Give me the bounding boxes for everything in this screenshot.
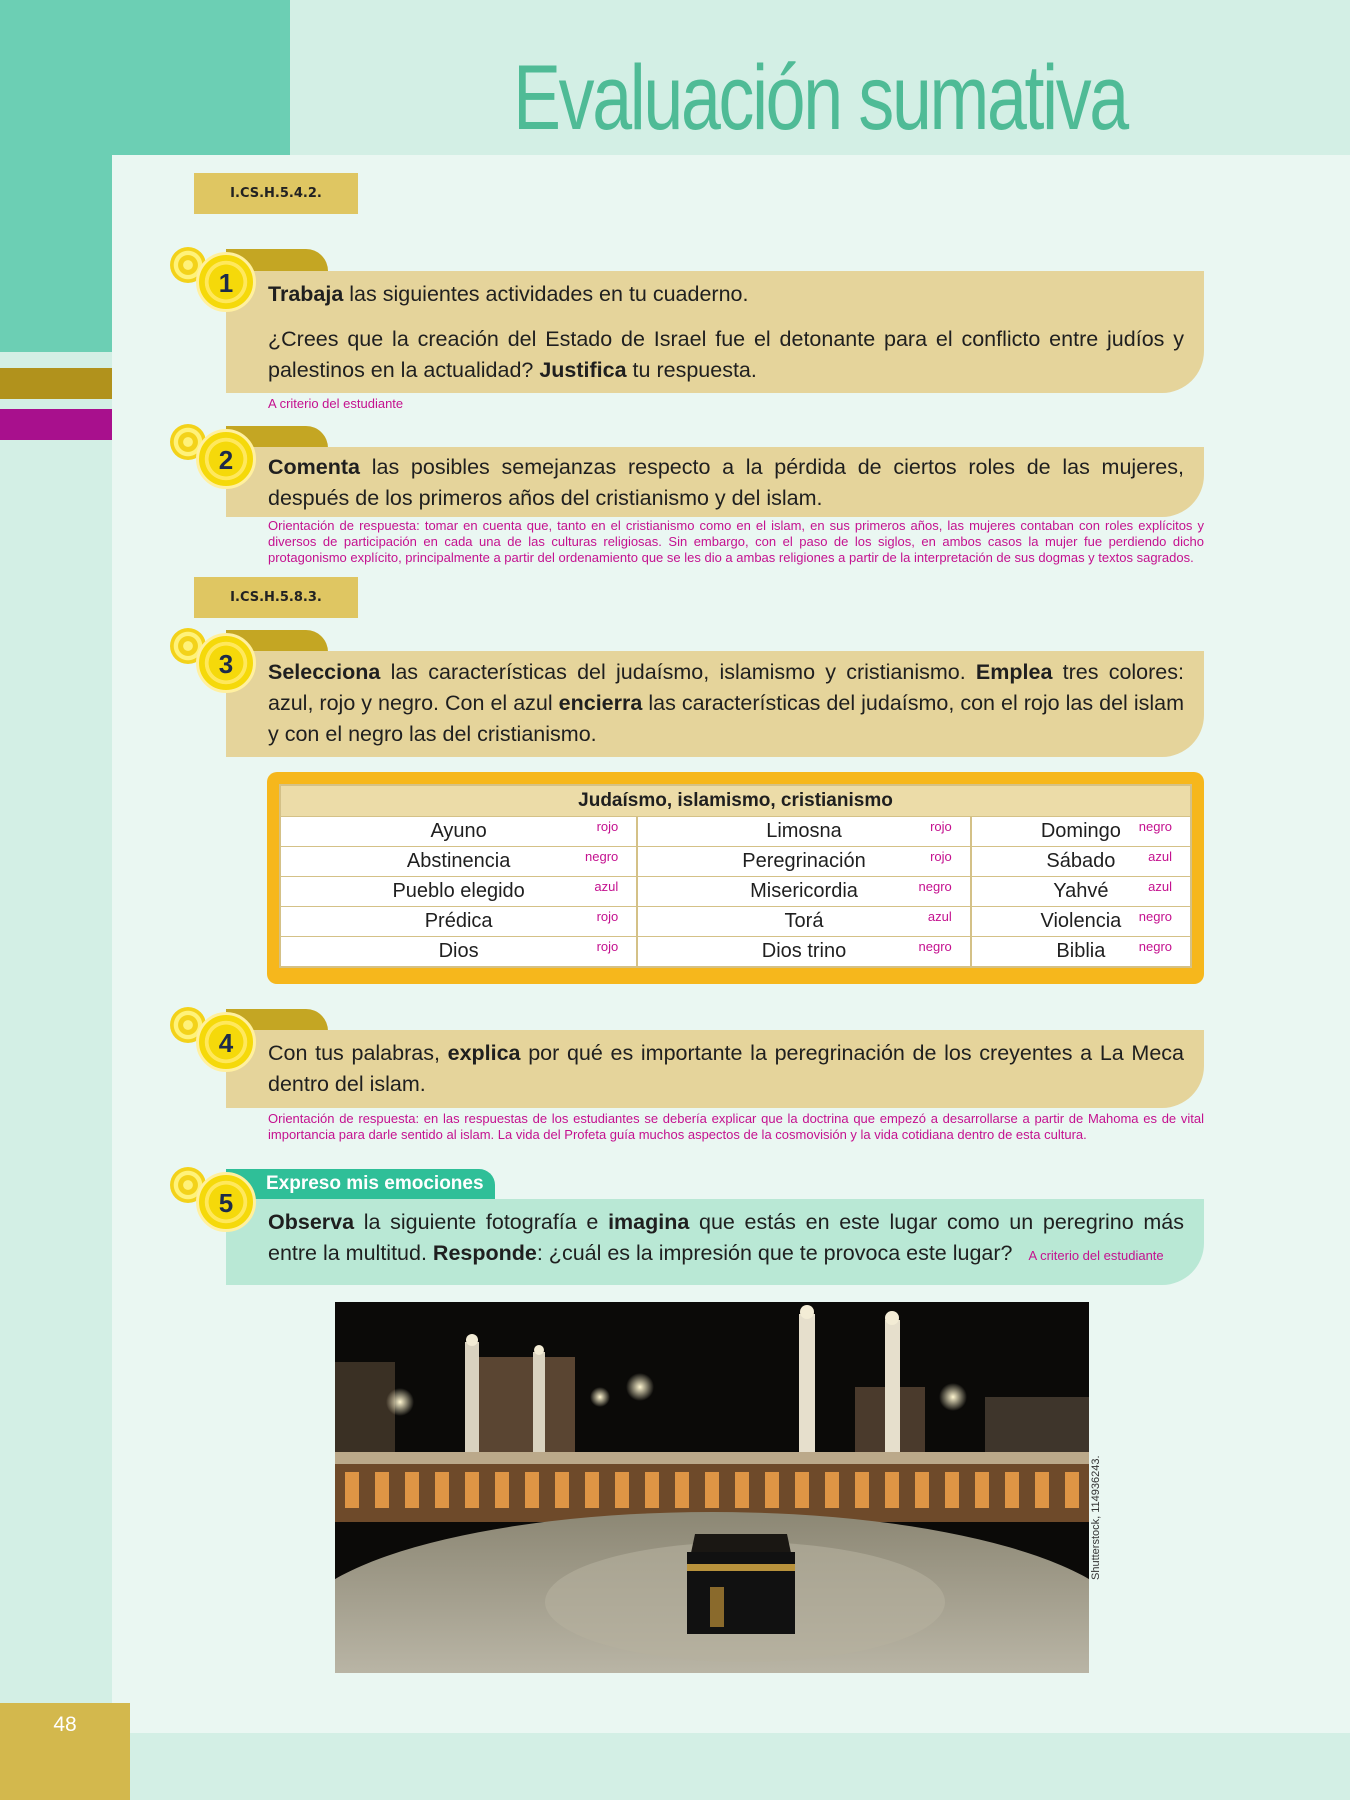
characteristic-word: Violencia (1040, 910, 1122, 932)
answer-color: negro (918, 879, 952, 894)
page-number: 48 (53, 1713, 77, 1736)
question-5-number: 5 (196, 1172, 256, 1232)
characteristic-word: Misericordia (750, 880, 858, 902)
question-1-box (226, 271, 1204, 393)
characteristic-word: Dios trino (761, 940, 847, 962)
indicator-code-1: I.CS.H.5.4.2. (194, 173, 358, 214)
answer-color: azul (594, 879, 619, 894)
question-2-number: 2 (196, 429, 256, 489)
table-row (280, 907, 1191, 937)
mecca-kaaba-illustration (335, 1302, 1089, 1673)
answer-color: negro (918, 939, 952, 954)
question-4-number: 4 (196, 1012, 256, 1072)
answer-color: negro (1138, 819, 1172, 834)
table-cell (637, 847, 971, 877)
table-cell (971, 847, 1191, 877)
answer-color: negro (1138, 909, 1172, 924)
question-1-line2: ¿Crees que la creación del Estado de Israel fue el detonante para el conflicto entre judíos y palestinos en la actualidad? Justifica tu respuesta. (268, 327, 1184, 382)
answer-color: rojo (596, 819, 619, 834)
question-4-text: Con tus palabras, explica por qué es importante la peregrinación de los creyentes a La Meca dentro del islam. (268, 1041, 1184, 1096)
table-cell (971, 937, 1191, 968)
characteristic-word: Biblia (1056, 940, 1106, 962)
table-cell (637, 937, 971, 968)
characteristic-word: Yahvé (1053, 880, 1109, 902)
characteristic-word: Domingo (1040, 820, 1121, 842)
question-4-box (226, 1030, 1204, 1108)
table-cell (971, 817, 1191, 847)
table-row (280, 817, 1191, 847)
question-3-box (226, 651, 1204, 757)
question-3-number: 3 (196, 633, 256, 693)
characteristic-word: Torá (784, 910, 824, 932)
table-cell (280, 847, 637, 877)
table-cell (637, 907, 971, 937)
characteristic-word: Pueblo elegido (392, 880, 525, 902)
mecca-kaaba-photo (335, 1302, 1089, 1673)
table-cell (280, 907, 637, 937)
question-2-text: Comenta las posibles semejanzas respecto a la pérdida de ciertos roles de las mujeres, después de los primeros años del cristianismo y del islam. (268, 455, 1184, 510)
characteristic-word: Sábado (1046, 850, 1116, 872)
expreso-emociones-tab: Expreso mis emociones (226, 1169, 495, 1199)
answer-color: negro (1138, 939, 1172, 954)
photo-credit: Shutterstock, 114936243. (1090, 1455, 1102, 1580)
page-title: Evaluación sumativa (513, 47, 1127, 149)
characteristic-word: Abstinencia (406, 850, 511, 872)
answer-color: rojo (596, 909, 619, 924)
characteristic-word: Limosna (766, 820, 842, 842)
table-cell (971, 877, 1191, 907)
answer-color: rojo (930, 819, 952, 834)
answer-color: azul (1148, 879, 1172, 894)
question-5-answer: A criterio del estudiante (1028, 1248, 1164, 1263)
indicator-code-2: I.CS.H.5.8.3. (194, 577, 358, 618)
table-cell (280, 937, 637, 968)
table-cell (637, 817, 971, 847)
answer-color: rojo (930, 849, 952, 864)
characteristic-word: Ayuno (430, 820, 487, 842)
table-row (280, 877, 1191, 907)
characteristics-table-frame (267, 772, 1204, 984)
magenta-accent-bar (0, 409, 112, 440)
question-1-line1: Trabaja las siguientes actividades en tu cuaderno. (268, 282, 749, 306)
table-row (280, 937, 1191, 968)
characteristic-word: Peregrinación (742, 850, 866, 872)
question-3-text: Selecciona las características del judaísmo, islamismo y cristianismo. Emplea tres colores: azul, rojo y negro. Con el azul encierra las características del judaísmo, con el rojo las del islam y con el negro las del cristianismo. (268, 660, 1184, 746)
table-cell (637, 877, 971, 907)
characteristic-word: Dios (438, 940, 479, 962)
question-5-text: Observa la siguiente fotografía e imagina que estás en este lugar como un peregrino más entre la multitud. Responde: ¿cuál es la impresión que te provoca este lugar? A criterio del estudiante (268, 1210, 1184, 1265)
question-2-box (226, 447, 1204, 517)
question-2-answer: Orientación de respuesta: tomar en cuenta que, tanto en el cristianismo como en el islam, en sus primeros años, las mujeres contaban con roles explícitos y diversos de participación en cada una de las culturas religiosas. Sin embargo, con el paso de los siglos, en ambos casos la mujer fue perdiendo dicho protagonismo explícito, principalmente a partir del ordenamiento que se les dio a ambas religiones a partir de la interpretación de sus dogmas y textos sagrados. (268, 518, 1204, 565)
answer-color: rojo (596, 939, 619, 954)
table-cell (280, 817, 637, 847)
answer-color: azul (1148, 849, 1172, 864)
olive-accent-bar (0, 368, 112, 399)
table-cell (971, 907, 1191, 937)
question-5-box (226, 1199, 1204, 1285)
answer-color: azul (927, 909, 952, 924)
question-1-answer: A criterio del estudiante (268, 396, 404, 411)
question-1-number: 1 (196, 252, 256, 312)
table-cell (280, 877, 637, 907)
table-row (280, 847, 1191, 877)
answer-color: negro (585, 849, 619, 864)
question-4-answer: Orientación de respuesta: en las respuestas de los estudiantes se debería explicar que la doctrina que empezó a desarrollarse a partir de Mahoma es de vital importancia para darle sentido al islam. La vida del Profeta guía muchos aspectos de la cosmovisión y la vida cotidiana dentro de esta cultura. (268, 1111, 1204, 1142)
characteristic-word: Prédica (424, 910, 493, 932)
characteristics-table (279, 784, 1192, 968)
table-header: Judaísmo, islamismo, cristianismo (280, 785, 1191, 817)
